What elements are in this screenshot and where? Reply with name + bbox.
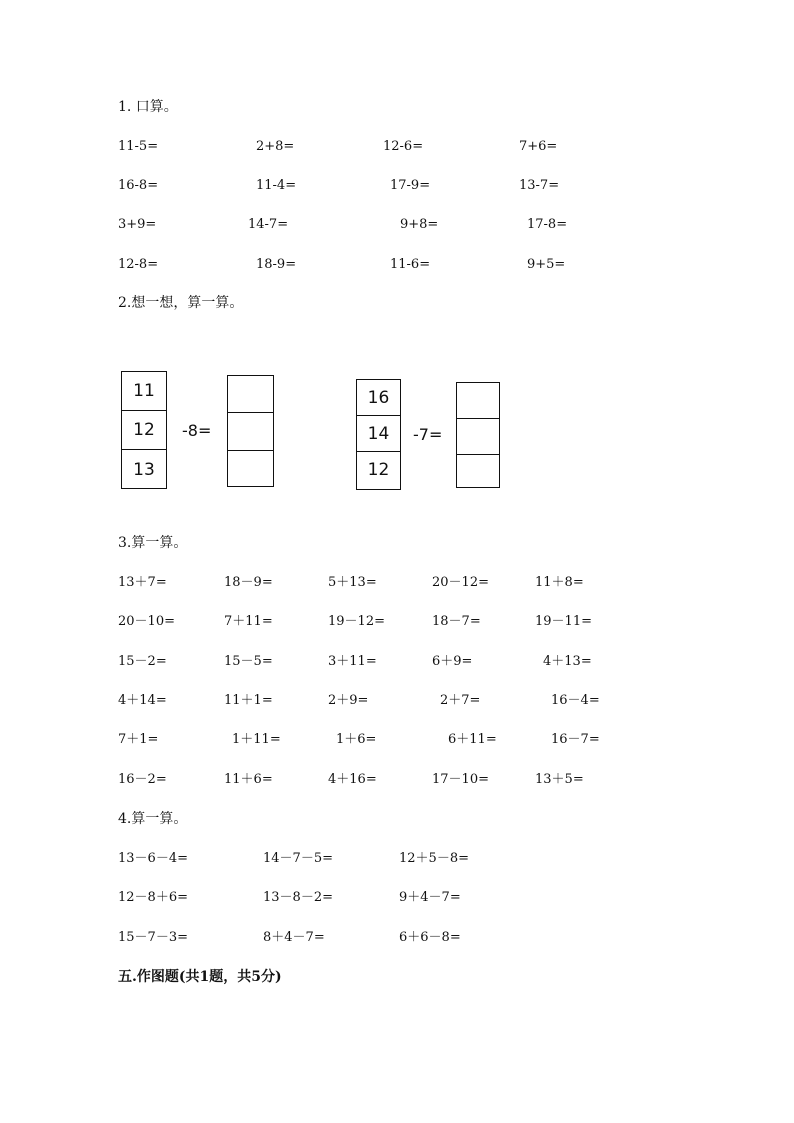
problem: 12＋5－8= (399, 851, 469, 866)
section-3-title: 3.算一算。 (118, 535, 188, 551)
problem: 4＋14= (118, 693, 167, 708)
problem: 4＋16= (328, 772, 377, 787)
problem: 11-4= (256, 178, 297, 193)
problem: 2＋7= (440, 693, 481, 708)
number-cell: 11 (122, 372, 166, 411)
problem: 11＋8= (535, 575, 584, 590)
problem: 11＋6= (224, 772, 273, 787)
number-column-right (356, 379, 401, 490)
answer-box[interactable] (228, 413, 273, 451)
problem: 14-7= (248, 217, 289, 232)
problem: 16－7= (551, 732, 600, 747)
problem: 20－10= (118, 614, 175, 629)
problem: 16－2= (118, 772, 167, 787)
problem: 17-8= (527, 217, 568, 232)
problem: 11＋1= (224, 693, 273, 708)
problem: 6＋6－8= (399, 930, 461, 945)
problem: 17－10= (432, 772, 489, 787)
problem: 17-9= (390, 178, 431, 193)
problem: 8＋4－7= (263, 930, 325, 945)
problem: 15－2= (118, 654, 167, 669)
problem: 20－12= (432, 575, 489, 590)
problem: 1＋6= (336, 732, 377, 747)
problem: 5＋13= (328, 575, 377, 590)
problem: 2＋9= (328, 693, 369, 708)
number-cell: 12 (367, 460, 390, 480)
problem: 15－7－3= (118, 930, 188, 945)
problem: 13＋7= (118, 575, 167, 590)
answer-column-right (456, 382, 500, 488)
problem: 9+5= (527, 257, 566, 272)
problem: 4＋13= (543, 654, 592, 669)
problem: 16-8= (118, 178, 159, 193)
number-cell: 13 (133, 459, 155, 480)
section-4-title: 4.算一算。 (118, 811, 188, 827)
problem: 7＋1= (118, 732, 159, 747)
number-column-left (121, 371, 167, 489)
problem: 2+8= (256, 139, 295, 154)
operator-right: -7= (413, 425, 443, 444)
answer-column-left (227, 375, 274, 487)
problem: 11-6= (390, 257, 431, 272)
problem: 12-6= (383, 139, 424, 154)
problem: 19－11= (535, 614, 592, 629)
problem: 13－6－4= (118, 851, 188, 866)
problem: 6＋9= (432, 654, 473, 669)
number-cell: 14 (357, 416, 400, 452)
answer-box[interactable] (457, 419, 499, 455)
problem: 7＋11= (224, 614, 273, 629)
number-cell: 16 (357, 380, 400, 416)
problem: 18－7= (432, 614, 481, 629)
problem: 18-9= (256, 257, 297, 272)
section-1-title: 1. 口算。 (118, 99, 178, 115)
problem: 13－8－2= (263, 890, 333, 905)
number-cell: 12 (122, 411, 166, 450)
problem: 14－7－5= (263, 851, 333, 866)
problem: 9＋4－7= (399, 890, 461, 905)
answer-box[interactable] (457, 383, 499, 419)
section-5-title: 五.作图题(共1题，共5分) (118, 969, 282, 985)
answer-box[interactable] (457, 455, 499, 487)
section-2-title: 2.想一想，算一算。 (118, 295, 244, 311)
problem: 12-8= (118, 257, 159, 272)
problem: 6＋11= (448, 732, 497, 747)
problem: 16－4= (551, 693, 600, 708)
operator-left: -8= (182, 421, 212, 440)
problem: 7+6= (519, 139, 558, 154)
answer-box[interactable] (228, 376, 273, 413)
problem: 18－9= (224, 575, 273, 590)
problem: 1＋11= (232, 732, 281, 747)
problem: 9+8= (400, 217, 439, 232)
problem: 13-7= (519, 178, 560, 193)
problem: 15－5= (224, 654, 273, 669)
problem: 19－12= (328, 614, 385, 629)
problem: 12－8＋6= (118, 890, 188, 905)
problem: 3＋11= (328, 654, 377, 669)
answer-box[interactable] (228, 451, 273, 486)
problem: 11-5= (118, 139, 159, 154)
problem: 3+9= (118, 217, 157, 232)
problem: 13＋5= (535, 772, 584, 787)
